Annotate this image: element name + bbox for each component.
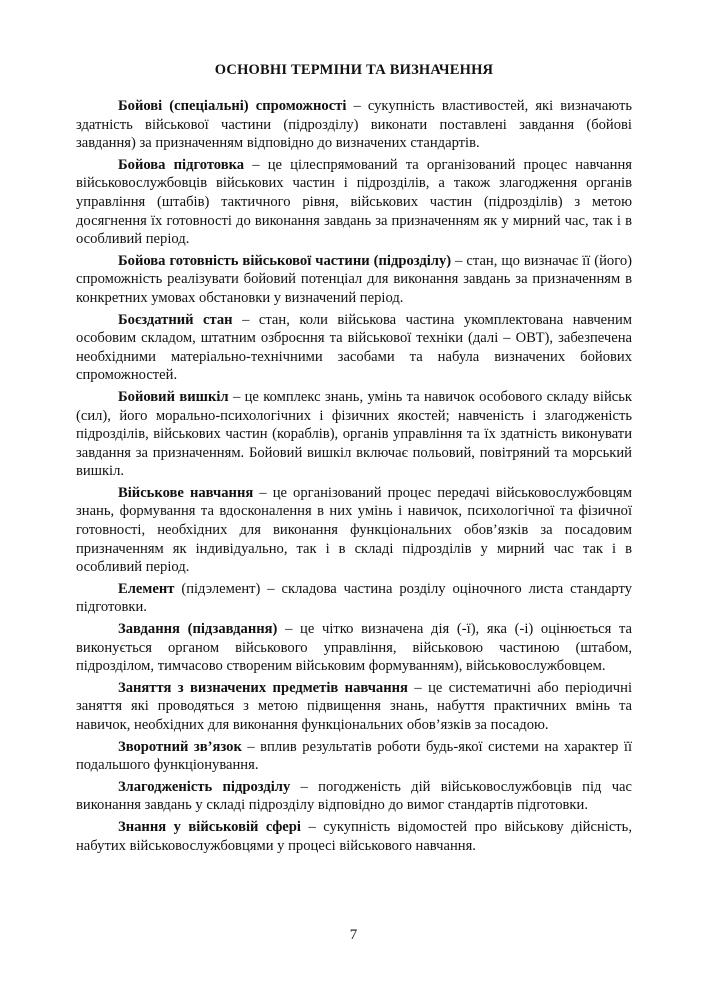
- definition: – погодженість дій військовослужбовців під час виконання завдань у складі підрозділу відповідно до вимог стандартів підготовки.: [76, 778, 633, 814]
- document-page: [76, 62, 632, 858]
- definition-entry: [76, 484, 632, 577]
- definition: – сукупність властивостей, які визначають здатність військової частини (підрозділу) виконати поставлені завдання (бойові завдання) за призначенням відповідно до визначених стандартів.: [76, 98, 632, 152]
- term: Зворотний зв’язок: [118, 738, 242, 755]
- definition-entry: [76, 156, 632, 249]
- term: Боєздатний стан: [118, 311, 233, 328]
- definition: – це організований процес передачі військовослужбовцям знань, формування та вдосконалення в них умінь і навичок, психологічної та фізичної готовності, необхідних для виконання функціональних обов’язків за посадовим призначенням як індивідуально, так і в складі підрозділів у мирний час так і в особливий період.: [76, 484, 632, 576]
- definition-entry: [76, 311, 632, 385]
- page-title: ОСНОВНІ ТЕРМІНИ ТА ВИЗНАЧЕННЯ: [214, 62, 494, 78]
- definition-entry: [76, 580, 632, 617]
- definition-entry: [76, 679, 632, 735]
- term: Знання у військовій сфері: [118, 818, 301, 835]
- definition-entry: [76, 388, 632, 481]
- definition-entry: [76, 97, 632, 153]
- definition: – це чітко визначена дія (-ї), яка (-і) оцінюється та виконується органом військового управління, військовою частиною (штабом, підрозділом, тимчасово створеним військовим формуванням), військовослужбовцем.: [76, 621, 632, 675]
- term: Бойовий вишкіл: [118, 388, 229, 405]
- definition: – сукупність відомостей про військову дійсність, набутих військовослужбовцями у процесі військового навчання.: [76, 818, 632, 854]
- page-number: 7: [349, 927, 358, 943]
- term: Злагодженість підрозділу: [118, 778, 291, 795]
- term: Бойова готовність військової частини (підрозділу): [118, 252, 452, 269]
- term: Заняття з визначених предметів навчання: [118, 679, 408, 696]
- definition-entry: [76, 778, 632, 815]
- definition: – стан, коли військова частина укомплектована навченим особовим складом, штатним озброєння та військової техніки (далі – ОВТ), забезпечена необхідними матеріально-технічними засобами та набула визначених бойових спроможностей.: [76, 311, 633, 384]
- term: Бойові (спеціальні) спроможності: [118, 98, 347, 114]
- term: Військове навчання: [118, 484, 254, 501]
- definition: – це цілеспрямований та організований процес навчання військовослужбовців військових частин і підрозділів, а також злагодження органів управління (штабів) тактичного рівня, військових частин (підрозділів) з метою досягнення їх готовності до виконання завдань за призначенням як у мирний час, так і в особливий період.: [76, 156, 632, 248]
- definition: – вплив результатів роботи будь-якої системи на характер її подальшого функціонування.: [76, 738, 633, 774]
- term: Елемент: [118, 580, 175, 597]
- definition: – це систематичні або періодичні заняття які проводяться з метою підвищення знань, набуття практичних вмінь та навичок, необхідних для виконання функціональних обов’язків за посадою.: [76, 679, 632, 733]
- definition-entry: [76, 620, 632, 676]
- definition-entry: [76, 252, 632, 308]
- term: Завдання (підзавдання): [118, 621, 278, 638]
- definition: – це комплекс знань, умінь та навичок особового складу військ (сил), його морально-психологічних і фізичних якостей; навченість і злагодженість підрозділів, військових частин (кораблів), органів управління та їх здатність виконувати завдання за призначенням. Бойовий вишкіл включає польовий, повітряний та морський вишкіл.: [76, 388, 632, 480]
- definition-entry: [76, 818, 632, 855]
- definition: – стан, що визначає її (його) спроможність реалізувати бойовий потенціал для виконання завдань за призначенням в конкретних умовах обстановки у визначений період.: [76, 252, 632, 306]
- term: Бойова підготовка: [118, 156, 245, 173]
- definition: (підэлемент) – складова частина розділу оціночного листа стандарту підготовки.: [76, 580, 632, 616]
- definition-entry: [76, 738, 632, 775]
